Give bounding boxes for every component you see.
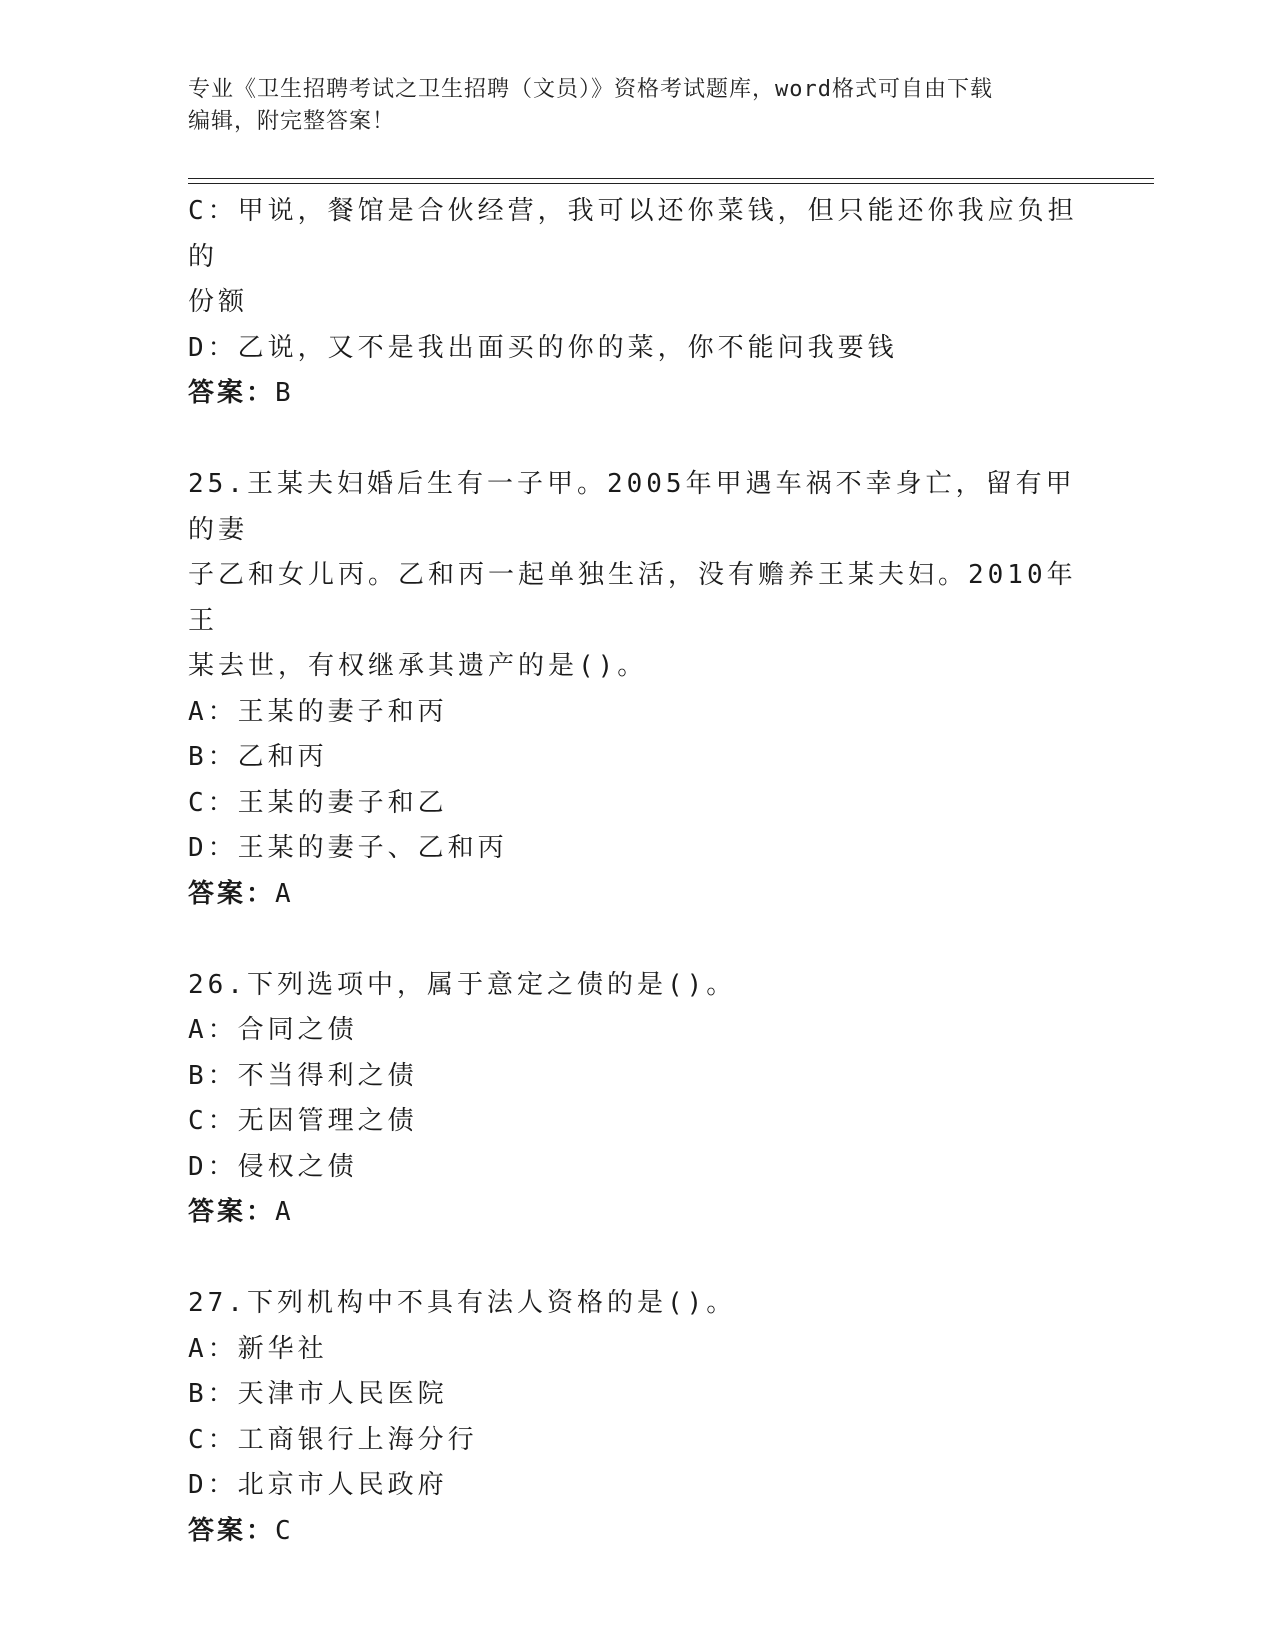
option-d: D：北京市人民政府 bbox=[188, 1470, 448, 1500]
question-stem-line: 子乙和女儿丙。乙和丙一起单独生活，没有赡养王某夫妇。2010年王 bbox=[188, 560, 1077, 636]
option-a: A：新华社 bbox=[188, 1333, 328, 1364]
answer-line bbox=[188, 1509, 1088, 1555]
answer-label: 答案： bbox=[188, 878, 276, 909]
question-26 bbox=[188, 963, 1088, 1236]
option-b: B：天津市人民医院 bbox=[188, 1379, 448, 1409]
option-a: A：合同之债 bbox=[188, 1015, 358, 1045]
option-d: D：王某的妻子、乙和丙 bbox=[188, 833, 508, 863]
answer-value: A bbox=[275, 1197, 293, 1227]
question-stem-line: 25.王某夫妇婚后生有一子甲。2005年甲遇车祸不幸身亡，留有甲的妻 bbox=[188, 469, 1076, 545]
option-c: C：工商银行上海分行 bbox=[188, 1424, 478, 1455]
question-27 bbox=[188, 1281, 1088, 1554]
question-spacer bbox=[188, 1236, 1088, 1282]
answer-line bbox=[188, 1190, 1088, 1236]
answer-label: 答案： bbox=[188, 1197, 276, 1227]
option-c: C：甲说，餐馆是合伙经营，我可以还你菜钱，但只能还你我应负担的 bbox=[188, 196, 1078, 272]
answer-value: A bbox=[275, 878, 293, 909]
header-title-line-2: 编辑，附完整答案！ bbox=[188, 109, 396, 134]
answer-value: B bbox=[275, 378, 293, 408]
option-c: C：王某的妻子和乙 bbox=[188, 787, 448, 818]
option-b: B：不当得利之债 bbox=[188, 1060, 418, 1091]
question-stem-line: 26.下列选项中，属于意定之债的是()。 bbox=[188, 969, 737, 1000]
answer-label: 答案： bbox=[188, 378, 276, 408]
question-stem-line: 某去世，有权继承其遗产的是()。 bbox=[188, 651, 648, 681]
question-24-continuation bbox=[188, 189, 1088, 417]
answer-value: C bbox=[275, 1515, 293, 1546]
header-title-line-1: 专业《卫生招聘考试之卫生招聘（文员）》资格考试题库，word格式可自由下载 bbox=[188, 77, 993, 102]
answer-line bbox=[188, 872, 1088, 918]
header-divider-bottom bbox=[188, 183, 1154, 184]
question-stem-line: 27.下列机构中不具有法人资格的是()。 bbox=[188, 1288, 737, 1318]
answer-line bbox=[188, 371, 1088, 417]
option-b: B：乙和丙 bbox=[188, 742, 328, 772]
option-d: D：侵权之债 bbox=[188, 1151, 358, 1182]
document-body bbox=[188, 189, 1088, 1554]
answer-label: 答案： bbox=[188, 1515, 276, 1546]
question-spacer bbox=[188, 917, 1088, 963]
question-spacer bbox=[188, 417, 1088, 463]
question-25 bbox=[188, 462, 1088, 917]
header-divider-top bbox=[188, 178, 1154, 179]
option-d: D：乙说，又不是我出面买的你的菜，你不能问我要钱 bbox=[188, 332, 898, 363]
option-c-continued: 份额 bbox=[188, 287, 249, 317]
option-a: A：王某的妻子和丙 bbox=[188, 696, 448, 727]
option-c: C：无因管理之债 bbox=[188, 1106, 418, 1136]
document-header bbox=[188, 74, 1068, 138]
